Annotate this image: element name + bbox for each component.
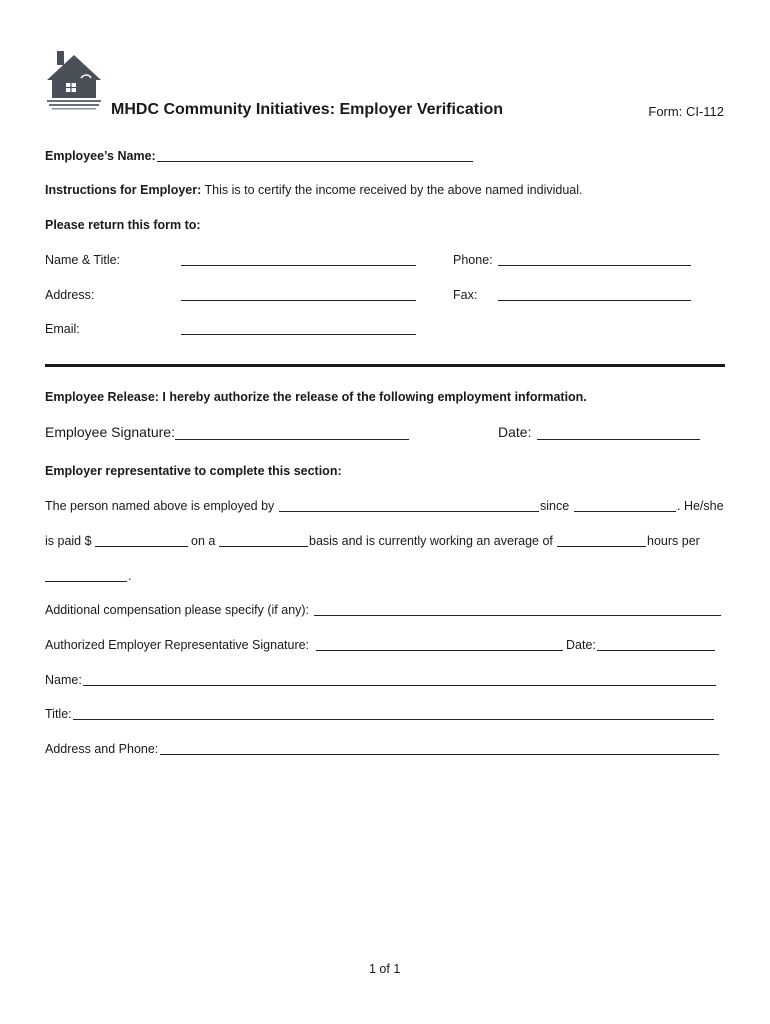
- form-number: Form: CI-112: [648, 104, 724, 119]
- he-she-label: . He/she: [677, 499, 724, 513]
- employee-name-field[interactable]: [157, 161, 473, 162]
- address-label: Address:: [45, 288, 95, 302]
- release-date-label: Date:: [498, 424, 532, 440]
- form-title: MHDC Community Initiatives: Employer Verification: [111, 101, 504, 118]
- average-hours-field[interactable]: [557, 546, 646, 547]
- instructions-label: Instructions for Employer:: [45, 183, 202, 197]
- employee-name-label: Employee’s Name:: [45, 149, 156, 163]
- fax-field[interactable]: [498, 300, 691, 301]
- phone-label: Phone:: [453, 253, 493, 267]
- email-label: Email:: [45, 322, 80, 336]
- rep-signature-field[interactable]: [316, 650, 563, 651]
- employee-signature-label: Employee Signature:: [45, 424, 175, 440]
- name-title-label: Name & Title:: [45, 253, 121, 267]
- since-label: since: [540, 499, 570, 513]
- house-logo-icon: [44, 47, 104, 113]
- rep-date-label: Date:: [566, 638, 596, 652]
- instructions: [45, 182, 583, 198]
- on-a-label: on a: [191, 534, 216, 548]
- rep-date-field[interactable]: [597, 650, 715, 651]
- release-date-field[interactable]: [537, 439, 700, 440]
- email-field[interactable]: [181, 334, 416, 335]
- address-field[interactable]: [181, 300, 416, 301]
- period-mark: .: [128, 569, 132, 583]
- additional-compensation-field[interactable]: [314, 615, 721, 616]
- employee-signature-field[interactable]: [175, 439, 409, 440]
- address-phone-field[interactable]: [160, 754, 719, 755]
- rep-name-field[interactable]: [83, 685, 716, 686]
- address-phone-label: Address and Phone:: [45, 742, 159, 756]
- section-divider: [45, 364, 725, 367]
- pay-basis-field[interactable]: [219, 546, 308, 547]
- additional-compensation-label: Additional compensation please specify (if any):: [45, 603, 310, 617]
- phone-field[interactable]: [498, 265, 691, 266]
- employer-name-field[interactable]: [279, 511, 539, 512]
- hours-per-label: hours per: [647, 534, 700, 548]
- page-number: 1 of 1: [369, 962, 401, 976]
- fax-label: Fax:: [453, 288, 478, 302]
- rep-title-label: Title:: [45, 707, 72, 721]
- employer-section-heading: Employer representative to complete this section:: [45, 464, 342, 478]
- basis-label: basis and is currently working an average of: [309, 534, 553, 548]
- since-date-field[interactable]: [574, 511, 676, 512]
- rep-name-label: Name:: [45, 673, 82, 687]
- hours-period-field[interactable]: [45, 581, 127, 582]
- paid-label: is paid $: [45, 534, 92, 548]
- rep-title-field[interactable]: [73, 719, 714, 720]
- employed-by-label: The person named above is employed by: [45, 499, 275, 513]
- name-title-field[interactable]: [181, 265, 416, 266]
- return-to-label: Please return this form to:: [45, 218, 201, 232]
- rep-signature-label: Authorized Employer Representative Signature:: [45, 638, 310, 652]
- pay-amount-field[interactable]: [95, 546, 188, 547]
- instructions-text: This is to certify the income received by the above named individual.: [201, 183, 583, 197]
- release-text: Employee Release: I hereby authorize the release of the following employment information.: [45, 390, 587, 404]
